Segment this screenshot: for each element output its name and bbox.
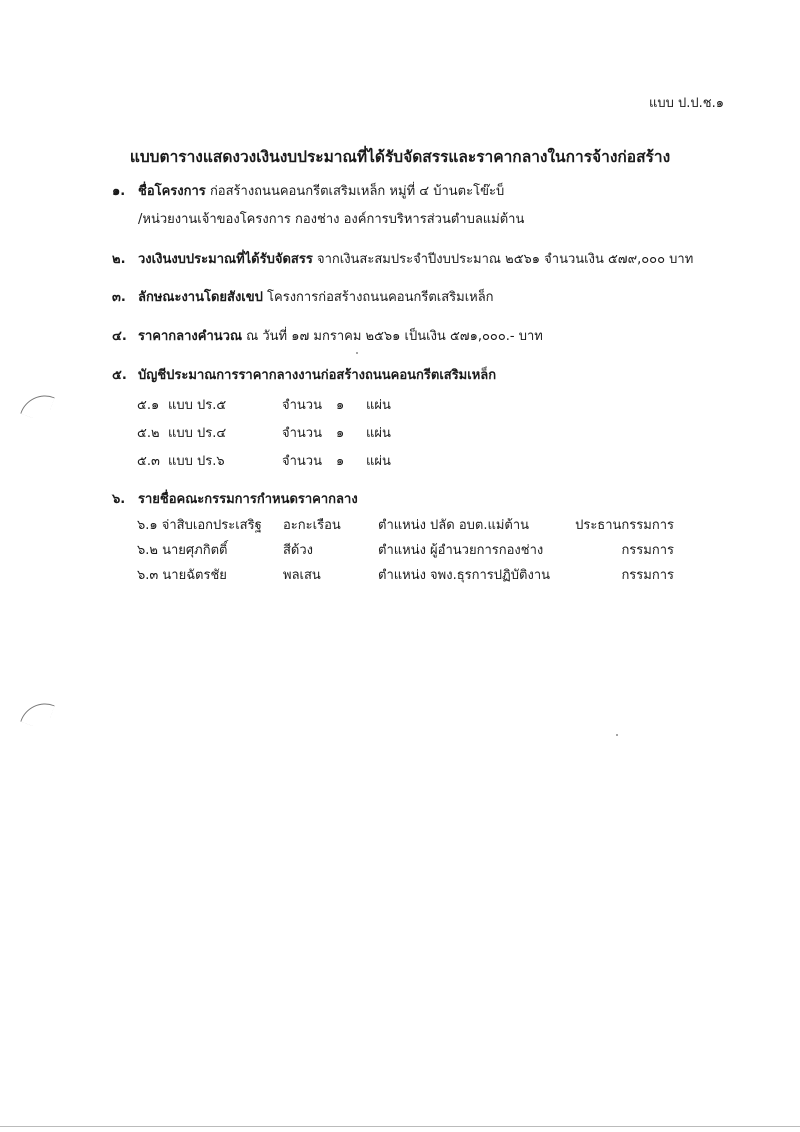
punch-hole-mark (20, 696, 55, 731)
section-2 (112, 250, 693, 270)
item-unit: แผ่น (366, 454, 391, 469)
member-last-name: สีด้วง (283, 543, 314, 558)
member-role: ประธานกรรมการ (575, 518, 674, 533)
section-3-number: ๓. (112, 290, 126, 305)
punch-hole-mark (20, 388, 55, 423)
item-qty-label: จำนวน (282, 426, 322, 441)
section-4 (112, 327, 543, 347)
member-role: กรรมการ (621, 568, 674, 583)
item-name: แบบ ปร.๔ (168, 426, 227, 441)
item-qty: ๑ (336, 454, 345, 469)
section-1-number: ๑. (112, 184, 126, 199)
item-name: แบบ ปร.๖ (168, 454, 225, 469)
section-6-label: รายชื่อคณะกรรมการกำหนดราคากลาง (138, 492, 358, 507)
item-qty: ๑ (336, 426, 345, 441)
section-3-text: โครงการก่อสร้างถนนคอนกรีตเสริมเหล็ก (267, 290, 494, 305)
member-first-name: ๖.๒ นายศุภกิตติ์ (137, 543, 228, 558)
item-unit: แผ่น (366, 398, 391, 413)
section-4-text: ณ วันที่ ๑๗ มกราคม ๒๕๖๑ เป็นเงิน ๕๗๑,๐๐๐.- บาท (246, 329, 543, 344)
section-5-number: ๕. (112, 368, 127, 383)
document-title: แบบตารางแสดงวงเงินงบประมาณที่ได้รับจัดสรรและราคากลางในการจ้างก่อสร้าง (129, 148, 671, 166)
item-name: แบบ ปร.๕ (168, 398, 227, 413)
section-5 (112, 366, 496, 386)
section-4-number: ๔. (112, 329, 127, 344)
scan-speck (356, 352, 358, 354)
section-1-agency: /หน่วยงานเจ้าของโครงการ กองช่าง องค์การบริหารส่วนตำบลแม่ต้าน (138, 212, 525, 227)
section-4-label: ราคากลางคำนวณ (138, 329, 243, 344)
item-qty: ๑ (336, 398, 345, 413)
item-code: ๕.๑ (137, 398, 160, 413)
item-qty-label: จำนวน (282, 398, 322, 413)
section-6-number: ๖. (112, 492, 126, 507)
scan-edge-line (0, 1126, 800, 1127)
member-position: ตำแหน่ง ผู้อำนวยการกองช่าง (378, 543, 544, 558)
member-role: กรรมการ (621, 543, 674, 558)
member-position: ตำแหน่ง ปลัด อบต.แม่ต้าน (378, 518, 530, 533)
section-1-text: ก่อสร้างถนนคอนกรีตเสริมเหล็ก หมู่ที่ ๔ บ้านตะโข๊ะบ็ (209, 184, 505, 199)
section-2-label: วงเงินงบประมาณที่ได้รับจัดสรร (138, 252, 313, 267)
item-unit: แผ่น (366, 426, 391, 441)
member-first-name: ๖.๑ จ่าสิบเอกประเสริฐ (137, 518, 262, 533)
section-6 (112, 490, 358, 510)
section-1-label: ชื่อโครงการ (138, 184, 206, 199)
member-first-name: ๖.๓ นายฉัตรชัย (137, 568, 227, 583)
section-3-label: ลักษณะงานโดยสังเขป (138, 290, 263, 305)
item-qty-label: จำนวน (282, 454, 322, 469)
member-last-name: อะกะเรือน (283, 518, 341, 533)
form-code: แบบ ป.ป.ช.๑ (649, 96, 724, 111)
section-3 (112, 288, 494, 308)
member-position: ตำแหน่ง จพง.ธุรการปฏิบัติงาน (378, 568, 551, 583)
item-code: ๕.๒ (137, 426, 160, 441)
member-last-name: พลเสน (283, 568, 321, 583)
section-1 (112, 182, 504, 202)
section-2-text: จากเงินสะสมประจำปีงบประมาณ ๒๕๖๑ จำนวนเงิน ๕๗๙,๐๐๐ บาท (316, 252, 694, 267)
item-code: ๕.๓ (137, 454, 160, 469)
section-5-label: บัญชีประมาณการราคากลางงานก่อสร้างถนนคอนกรีตเสริมเหล็ก (138, 368, 497, 383)
scan-speck (616, 734, 618, 736)
section-2-number: ๒. (112, 252, 126, 267)
